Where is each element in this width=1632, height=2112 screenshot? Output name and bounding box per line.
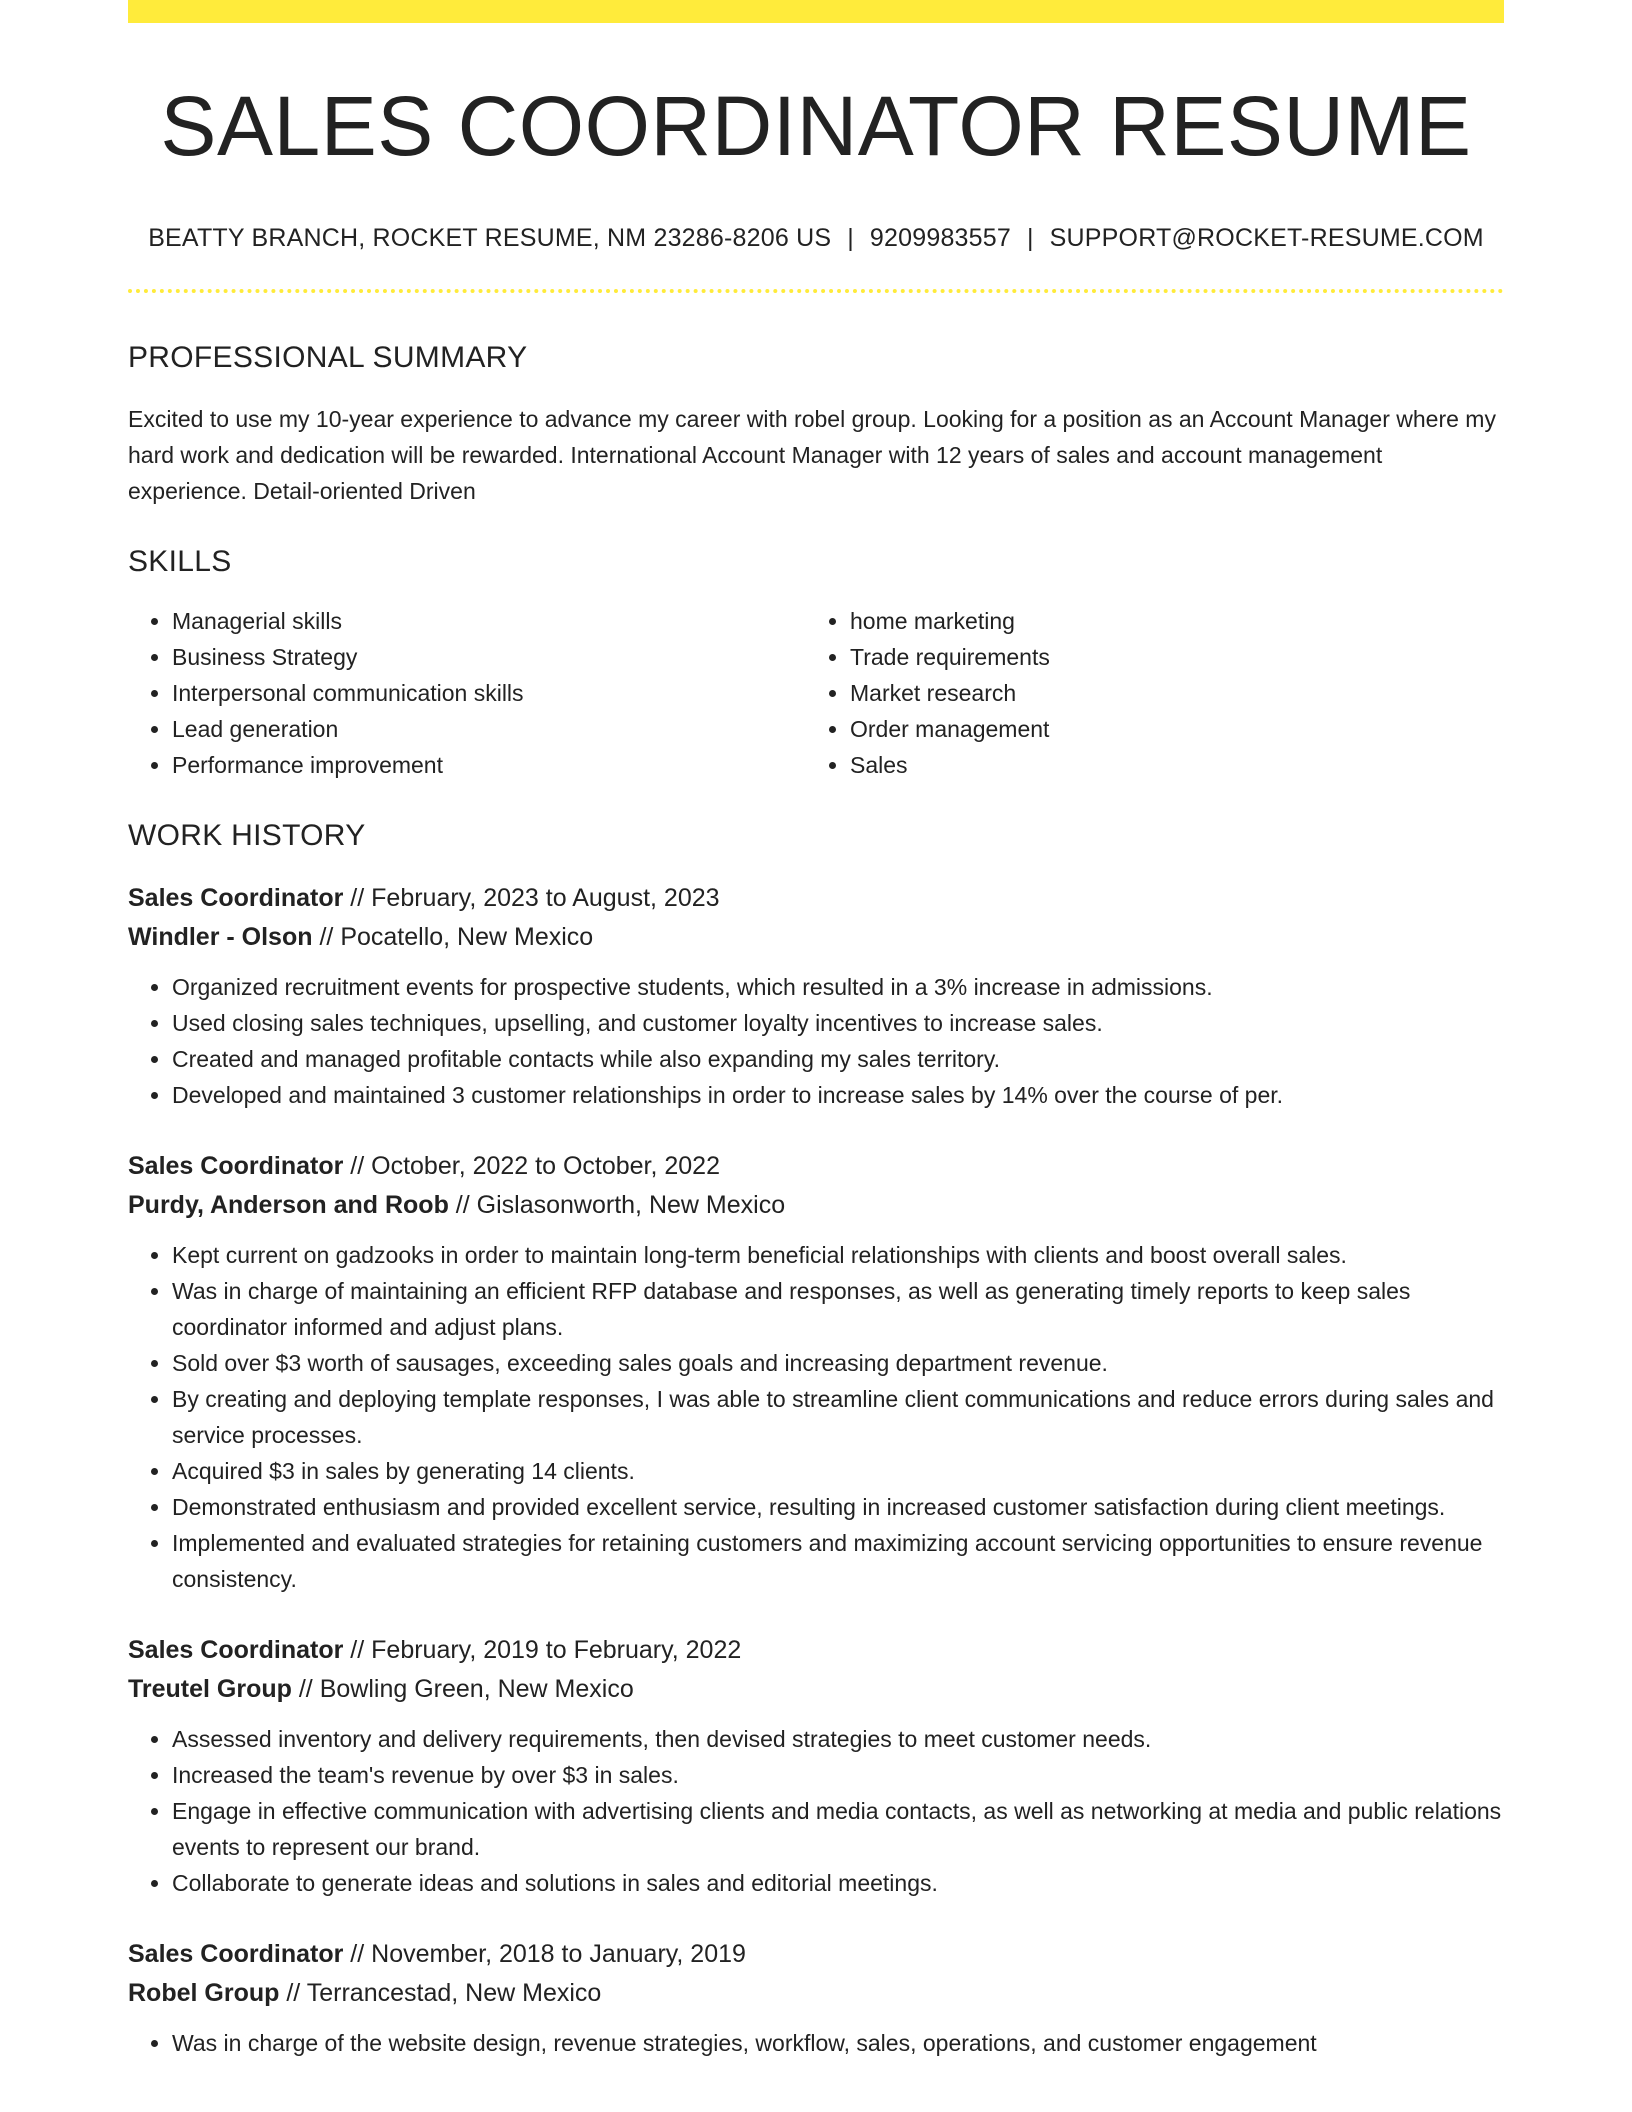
job-location: Terrancestad, New Mexico (306, 1979, 602, 2007)
skill-item: • Order management (850, 711, 1484, 747)
job-dates: February, 2019 to February, 2022 (371, 1636, 742, 1664)
job-company-line (128, 1974, 1504, 2013)
contact-email: SUPPORT@ROCKET-RESUME.COM (1049, 224, 1484, 252)
resume-title: SALES COORDINATOR RESUME (160, 79, 1472, 173)
skill-item: • Performance improvement (172, 747, 806, 783)
job-bullet: • Increased the team's revenue by over $3 in sales. (172, 1757, 1504, 1793)
contact-address: BEATTY BRANCH, ROCKET RESUME, NM 23286-8206 US (148, 224, 832, 252)
job-bullet: • Collaborate to generate ideas and solutions in sales and editorial meetings. (172, 1865, 1504, 1901)
skill-item: • Lead generation (172, 711, 806, 747)
job-title-line (128, 1935, 1504, 1974)
summary-heading: PROFESSIONAL SUMMARY (128, 341, 528, 374)
job-bullet: • Implemented and evaluated strategies for retaining customers and maximizing account servicing opportunities to ensure revenue consistency. (172, 1525, 1504, 1597)
job-company-line (128, 1186, 1504, 1225)
skill-item: • Market research (850, 675, 1484, 711)
job-title: Sales Coordinator (128, 1940, 344, 1968)
job-dates: November, 2018 to January, 2019 (371, 1940, 746, 1968)
work-history-heading: WORK HISTORY (128, 819, 366, 852)
contact-line (128, 226, 1504, 251)
job-location: Bowling Green, New Mexico (319, 1675, 634, 1703)
skill-item: • home marketing (850, 603, 1484, 639)
summary-text: Excited to use my 10-year experience to advance my career with robel group. Looking for a position as an Account Manager where my hard work and dedication will be rewarded. International Account Manager with 12 years of sales and account management experience. Detail-oriented Driven (128, 406, 1496, 504)
job-company: Treutel Group (128, 1675, 292, 1703)
job-location: Pocatello, New Mexico (340, 923, 594, 951)
job-divider: // (350, 1636, 365, 1664)
job-title-line (128, 1147, 1504, 1186)
job-bullet: • By creating and deploying template responses, I was able to streamline client communications and reduce errors during sales and service processes. (172, 1381, 1504, 1453)
job-title: Sales Coordinator (128, 1636, 344, 1664)
dotted-divider (128, 289, 1504, 293)
job-bullet: • Assessed inventory and delivery requirements, then devised strategies to meet customer needs. (172, 1721, 1504, 1757)
job-company-line (128, 918, 1504, 957)
skills-list-right (806, 603, 1484, 783)
job-dates: October, 2022 to October, 2022 (371, 1152, 720, 1180)
job-divider: // (298, 1675, 313, 1703)
job-bullet: • Was in charge of maintaining an efficient RFP database and responses, as well as generating timely reports to keep sales coordinator informed and adjust plans. (172, 1273, 1504, 1345)
job-entry (128, 1935, 1504, 2061)
job-bullets (128, 2025, 1504, 2061)
skill-item: • Managerial skills (172, 603, 806, 639)
job-company: Robel Group (128, 1979, 280, 2007)
contact-phone: 9209983557 (869, 224, 1011, 252)
contact-separator: | (1026, 224, 1034, 252)
job-title: Sales Coordinator (128, 1152, 344, 1180)
job-bullet: • Used closing sales techniques, upselling, and customer loyalty incentives to increase sales. (172, 1005, 1504, 1041)
job-bullet: • Acquired $3 in sales by generating 14 clients. (172, 1453, 1504, 1489)
job-company-line (128, 1670, 1504, 1709)
job-bullet: • Organized recruitment events for prospective students, which resulted in a 3% increase in admissions. (172, 969, 1504, 1005)
job-bullet: • Developed and maintained 3 customer relationships in order to increase sales by 14% over the course of per. (172, 1077, 1504, 1113)
skills-list-left (128, 603, 806, 783)
job-entry (128, 1631, 1504, 1901)
job-bullets (128, 1237, 1504, 1597)
skill-item: • Sales (850, 747, 1484, 783)
job-entry (128, 1147, 1504, 1597)
job-location: Gislasonworth, New Mexico (476, 1191, 786, 1219)
job-bullet: • Created and managed profitable contacts while also expanding my sales territory. (172, 1041, 1504, 1077)
job-divider: // (350, 884, 365, 912)
job-bullet: • Demonstrated enthusiasm and provided excellent service, resulting in increased customer satisfaction during client meetings. (172, 1489, 1504, 1525)
job-title: Sales Coordinator (128, 884, 344, 912)
job-divider: // (455, 1191, 470, 1219)
skill-item: • Trade requirements (850, 639, 1484, 675)
job-title-line (128, 879, 1504, 918)
job-divider: // (350, 1152, 365, 1180)
job-bullet: • Was in charge of the website design, revenue strategies, workflow, sales, operations, and customer engagement (172, 2025, 1504, 2061)
skills-heading: SKILLS (128, 545, 232, 578)
job-bullets (128, 969, 1504, 1113)
resume-page (128, 0, 1504, 2061)
top-accent-bar (128, 0, 1504, 23)
skill-item: • Interpersonal communication skills (172, 675, 806, 711)
job-company: Purdy, Anderson and Roob (128, 1191, 449, 1219)
job-bullet: • Sold over $3 worth of sausages, exceeding sales goals and increasing department revenue. (172, 1345, 1504, 1381)
job-divider: // (286, 1979, 301, 2007)
job-company: Windler - Olson (128, 923, 313, 951)
job-dates: February, 2023 to August, 2023 (371, 884, 720, 912)
contact-separator: | (847, 224, 854, 252)
job-bullet: • Engage in effective communication with advertising clients and media contacts, as well as networking at media and public relations events to represent our brand. (172, 1793, 1504, 1865)
job-bullets (128, 1721, 1504, 1901)
job-title-line (128, 1631, 1504, 1670)
job-entry (128, 879, 1504, 1113)
skills-grid (128, 603, 1504, 783)
job-bullet: • Kept current on gadzooks in order to maintain long-term beneficial relationships with clients and boost overall sales. (172, 1237, 1504, 1273)
skill-item: • Business Strategy (172, 639, 806, 675)
job-divider: // (350, 1940, 365, 1968)
job-divider: // (319, 923, 334, 951)
